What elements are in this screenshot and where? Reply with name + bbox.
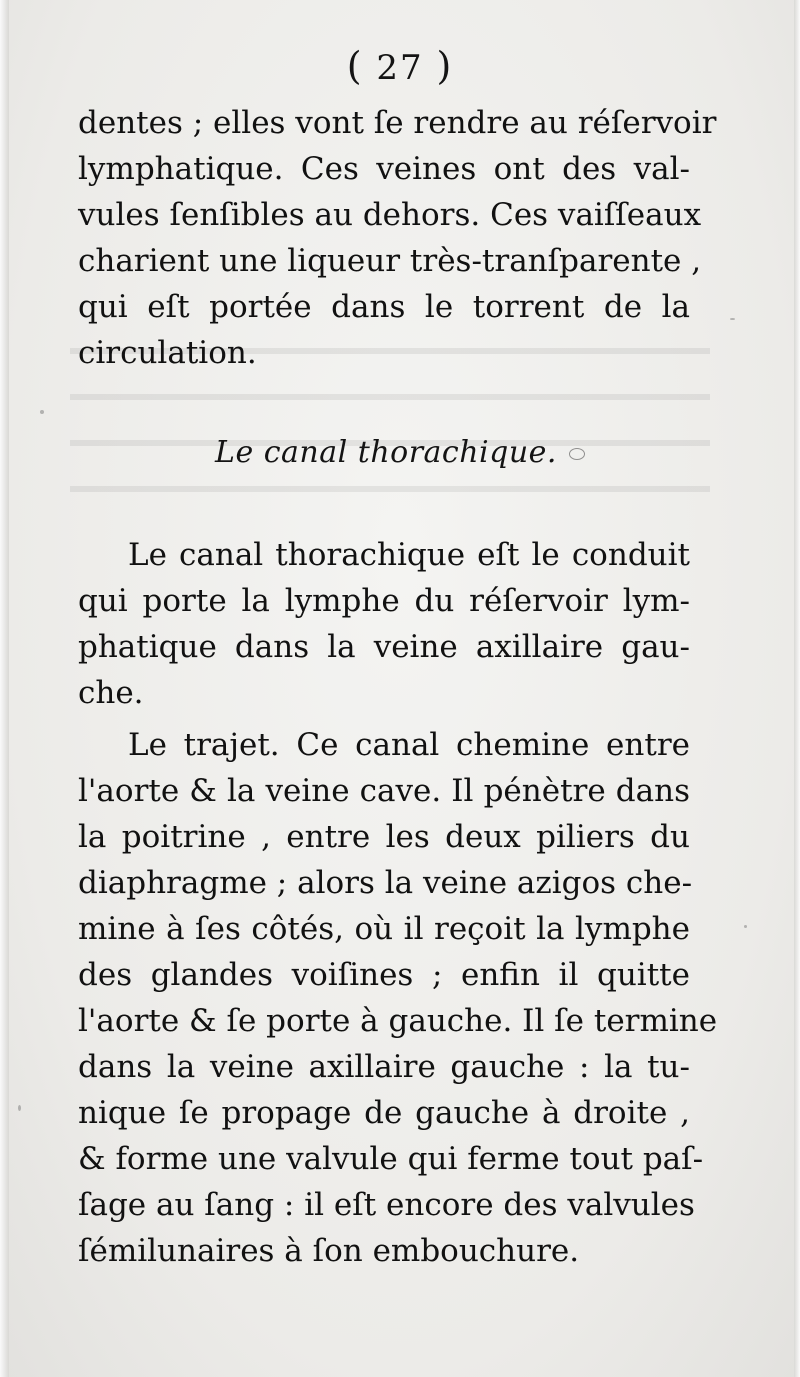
page-number-value: 27 <box>376 48 424 88</box>
text-line: che. <box>78 675 144 711</box>
left-bracket-glyph: ( <box>346 44 364 88</box>
text-line: dans la veine axillaire gauche : la tu- <box>78 1049 690 1085</box>
paragraph-continuation <box>78 100 717 376</box>
text-line: vules ſenſibles au dehors. Ces vaiſſeaux <box>78 197 702 233</box>
ink-blot-mark <box>569 448 585 460</box>
text-line: charient une liqueur très-tranſparente , <box>78 243 702 279</box>
text-line: qui porte la lymphe du réſervoir lym- <box>78 583 690 619</box>
text-line: & forme une valvule qui ferme tout paſ- <box>78 1141 704 1177</box>
text-line: ſage au ſang : il eſt encore des valvules <box>78 1187 695 1223</box>
text-line: ſémilunaires à ſon embouchure. <box>78 1233 580 1269</box>
paragraph-definition <box>78 532 690 716</box>
text-line: diaphragme ; alors la veine azigos che- <box>78 865 693 901</box>
section-heading <box>0 435 800 470</box>
text-line: l'aorte & ſe porte à gauche. Il ſe termine <box>78 1003 718 1039</box>
print-speck <box>744 925 747 928</box>
text-line: circulation. <box>78 335 257 371</box>
text-line: qui eſt portée dans le torrent de la <box>78 289 690 325</box>
section-heading-text: Le canal thorachique. <box>215 435 557 470</box>
text-line: phatique dans la veine axillaire gau- <box>78 629 690 665</box>
text-line: Le canal thorachique eſt le conduit <box>128 537 690 573</box>
right-bracket-glyph: ) <box>436 44 454 88</box>
page-right-edge <box>794 0 800 1377</box>
page-left-edge <box>0 0 9 1377</box>
print-speck <box>40 410 44 414</box>
print-speck <box>730 318 735 320</box>
text-line: l'aorte & la veine cave. Il pénètre dans <box>78 773 690 809</box>
text-line: lymphatique. Ces veines ont des val- <box>78 151 690 187</box>
paragraph-trajet <box>78 722 718 1274</box>
text-line: Le trajet. Ce canal chemine entre <box>128 727 690 763</box>
text-line: des glandes voiſines ; enfin il quitte <box>78 957 690 993</box>
text-line: dentes ; elles vont ſe rendre au réſervoir <box>78 105 717 141</box>
print-speck <box>18 1105 21 1111</box>
text-line: nique ſe propage de gauche à droite , <box>78 1095 690 1131</box>
page-number <box>0 44 800 88</box>
text-line: mine à ſes côtés, où il reçoit la lymphe <box>78 911 690 947</box>
text-line: la poitrine , entre les deux piliers du <box>78 819 690 855</box>
